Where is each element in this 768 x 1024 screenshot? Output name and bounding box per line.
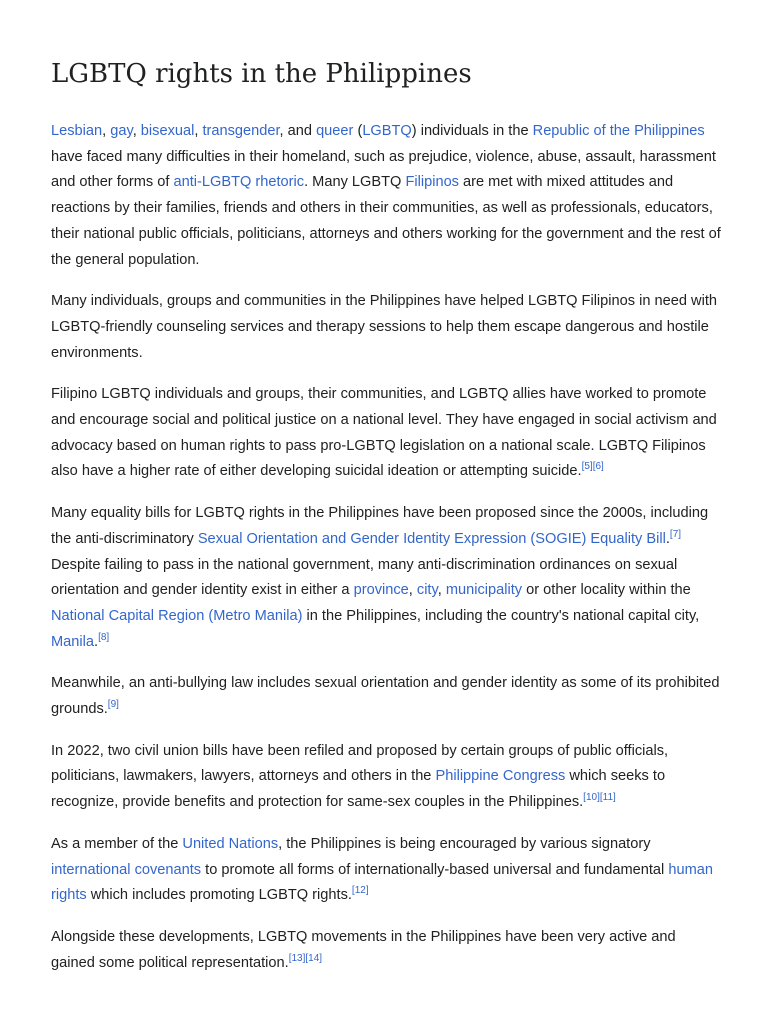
paragraph-civil-union: In 2022, two civil union bills have been refiled and proposed by certain groups of public officials, politicians, lawmakers, lawyers, attorneys and others in the Philippine Congress which seeks to recognize, provide benefits and protection for same-sex couples in the Philippines.[10][11] <box>51 742 669 811</box>
link-filipinos[interactable]: Filipinos <box>405 174 459 191</box>
citation-8[interactable]: [8] <box>98 631 110 643</box>
link-lgbtq[interactable]: LGBTQ <box>362 123 412 139</box>
link-republic-of-the-philippines[interactable]: Republic of the Philippines <box>532 123 705 139</box>
paragraph-equality-bills: Many equality bills for LGBTQ rights in the Philippines have been proposed since the 2000s, including the anti-discriminatory Sexual Orientation and Gender Identity Expression (SOGIE) Equality Bill.[7] Despite failing to pass in the national government, many anti-discrimination ordinances on sexual orientation and gender identity exist in either a province, city, municipality or other locality within the National Capital Region (Metro Manila) in the Philippines, including the country's national capital city, Manila.[8] <box>51 505 709 650</box>
citation-14[interactable]: [14] <box>305 952 323 964</box>
citation-9[interactable]: [9] <box>107 699 119 711</box>
citation-6[interactable]: [6] <box>592 461 604 473</box>
link-lesbian[interactable]: Lesbian <box>51 123 103 139</box>
paragraph-activism: Filipino LGBTQ individuals and groups, their communities, and LGBTQ allies have worked to promote and encourage social and political justice on a national level. They have engaged in social activism and advocacy based on human rights to pass pro-LGBTQ legislation on a national scale. LGBTQ Filipinos also have a higher rate of either developing suicidal ideation or attempting suicide.[5][6] <box>51 386 717 480</box>
citation-group <box>582 462 604 473</box>
paragraph-support: Many individuals, groups and communities in the Philippines have helped LGBTQ Filipinos in need with LGBTQ-friendly counseling services and therapy sessions to help them escape dangerous and hostile environments. <box>51 293 718 361</box>
paragraph-united-nations: As a member of the United Nations, the Philippines is being encouraged by various signatory international covenants to promote all forms of internationally-based universal and fundamental human rights which includes promoting LGBTQ rights.[12] <box>51 835 713 904</box>
citation-12[interactable]: [12] <box>351 885 369 897</box>
citation-13[interactable]: [13] <box>288 952 306 964</box>
link-province[interactable]: province <box>353 582 409 599</box>
link-gay[interactable]: gay <box>110 123 133 139</box>
paragraph-movements: Alongside these developments, LGBTQ movements in the Philippines have been very active and gained some political representation.[13][14] <box>51 928 676 971</box>
paragraph-anti-bullying: Meanwhile, an anti-bullying law includes sexual orientation and gender identity as some of its prohibited grounds.[9] <box>51 675 720 718</box>
paragraph-intro: Lesbian, gay, bisexual, transgender, and queer (LGBTQ) individuals in the Republic of the Philippines have faced many difficulties in their homeland, such as prejudice, violence, abuse, assault, harassment and other forms of anti-LGBTQ rhetoric. Many LGBTQ Filipinos are met with mixed attitudes and reactions by their families, friends and others in their communities, as well as professionals, educators, their national public officials, politicians, attorneys and others working for the government and the rest of the general population. <box>51 123 721 268</box>
citation-10[interactable]: [10] <box>583 792 600 804</box>
link-transgender[interactable]: transgender <box>202 123 280 139</box>
link-anti-lgbtq-rhetoric[interactable]: anti-LGBTQ rhetoric <box>173 174 305 191</box>
link-municipality[interactable]: municipality <box>445 582 523 599</box>
link-philippine-congress[interactable]: Philippine Congress <box>435 768 566 785</box>
link-bisexual[interactable]: bisexual <box>140 123 195 139</box>
citation-7[interactable]: [7] <box>669 528 682 540</box>
citation-11[interactable]: [11] <box>599 792 616 804</box>
link-manila[interactable]: Manila <box>51 633 94 650</box>
link-human-rights[interactable]: human rights <box>51 861 713 904</box>
citation-5[interactable]: [5] <box>581 461 593 473</box>
page-title: LGBTQ rights in the Philippines <box>51 59 472 89</box>
link-sogie-equality-bill[interactable]: Sexual Orientation and Gender Identity Expression (SOGIE) Equality Bill <box>197 530 666 547</box>
link-national-capital-region[interactable]: National Capital Region (Metro Manila) <box>51 607 303 624</box>
article-body <box>51 119 723 992</box>
link-city[interactable]: city <box>416 582 438 599</box>
link-united-nations[interactable]: United Nations <box>182 835 279 852</box>
link-queer[interactable]: queer <box>316 123 354 139</box>
link-international-covenants[interactable]: international covenants <box>51 861 202 878</box>
